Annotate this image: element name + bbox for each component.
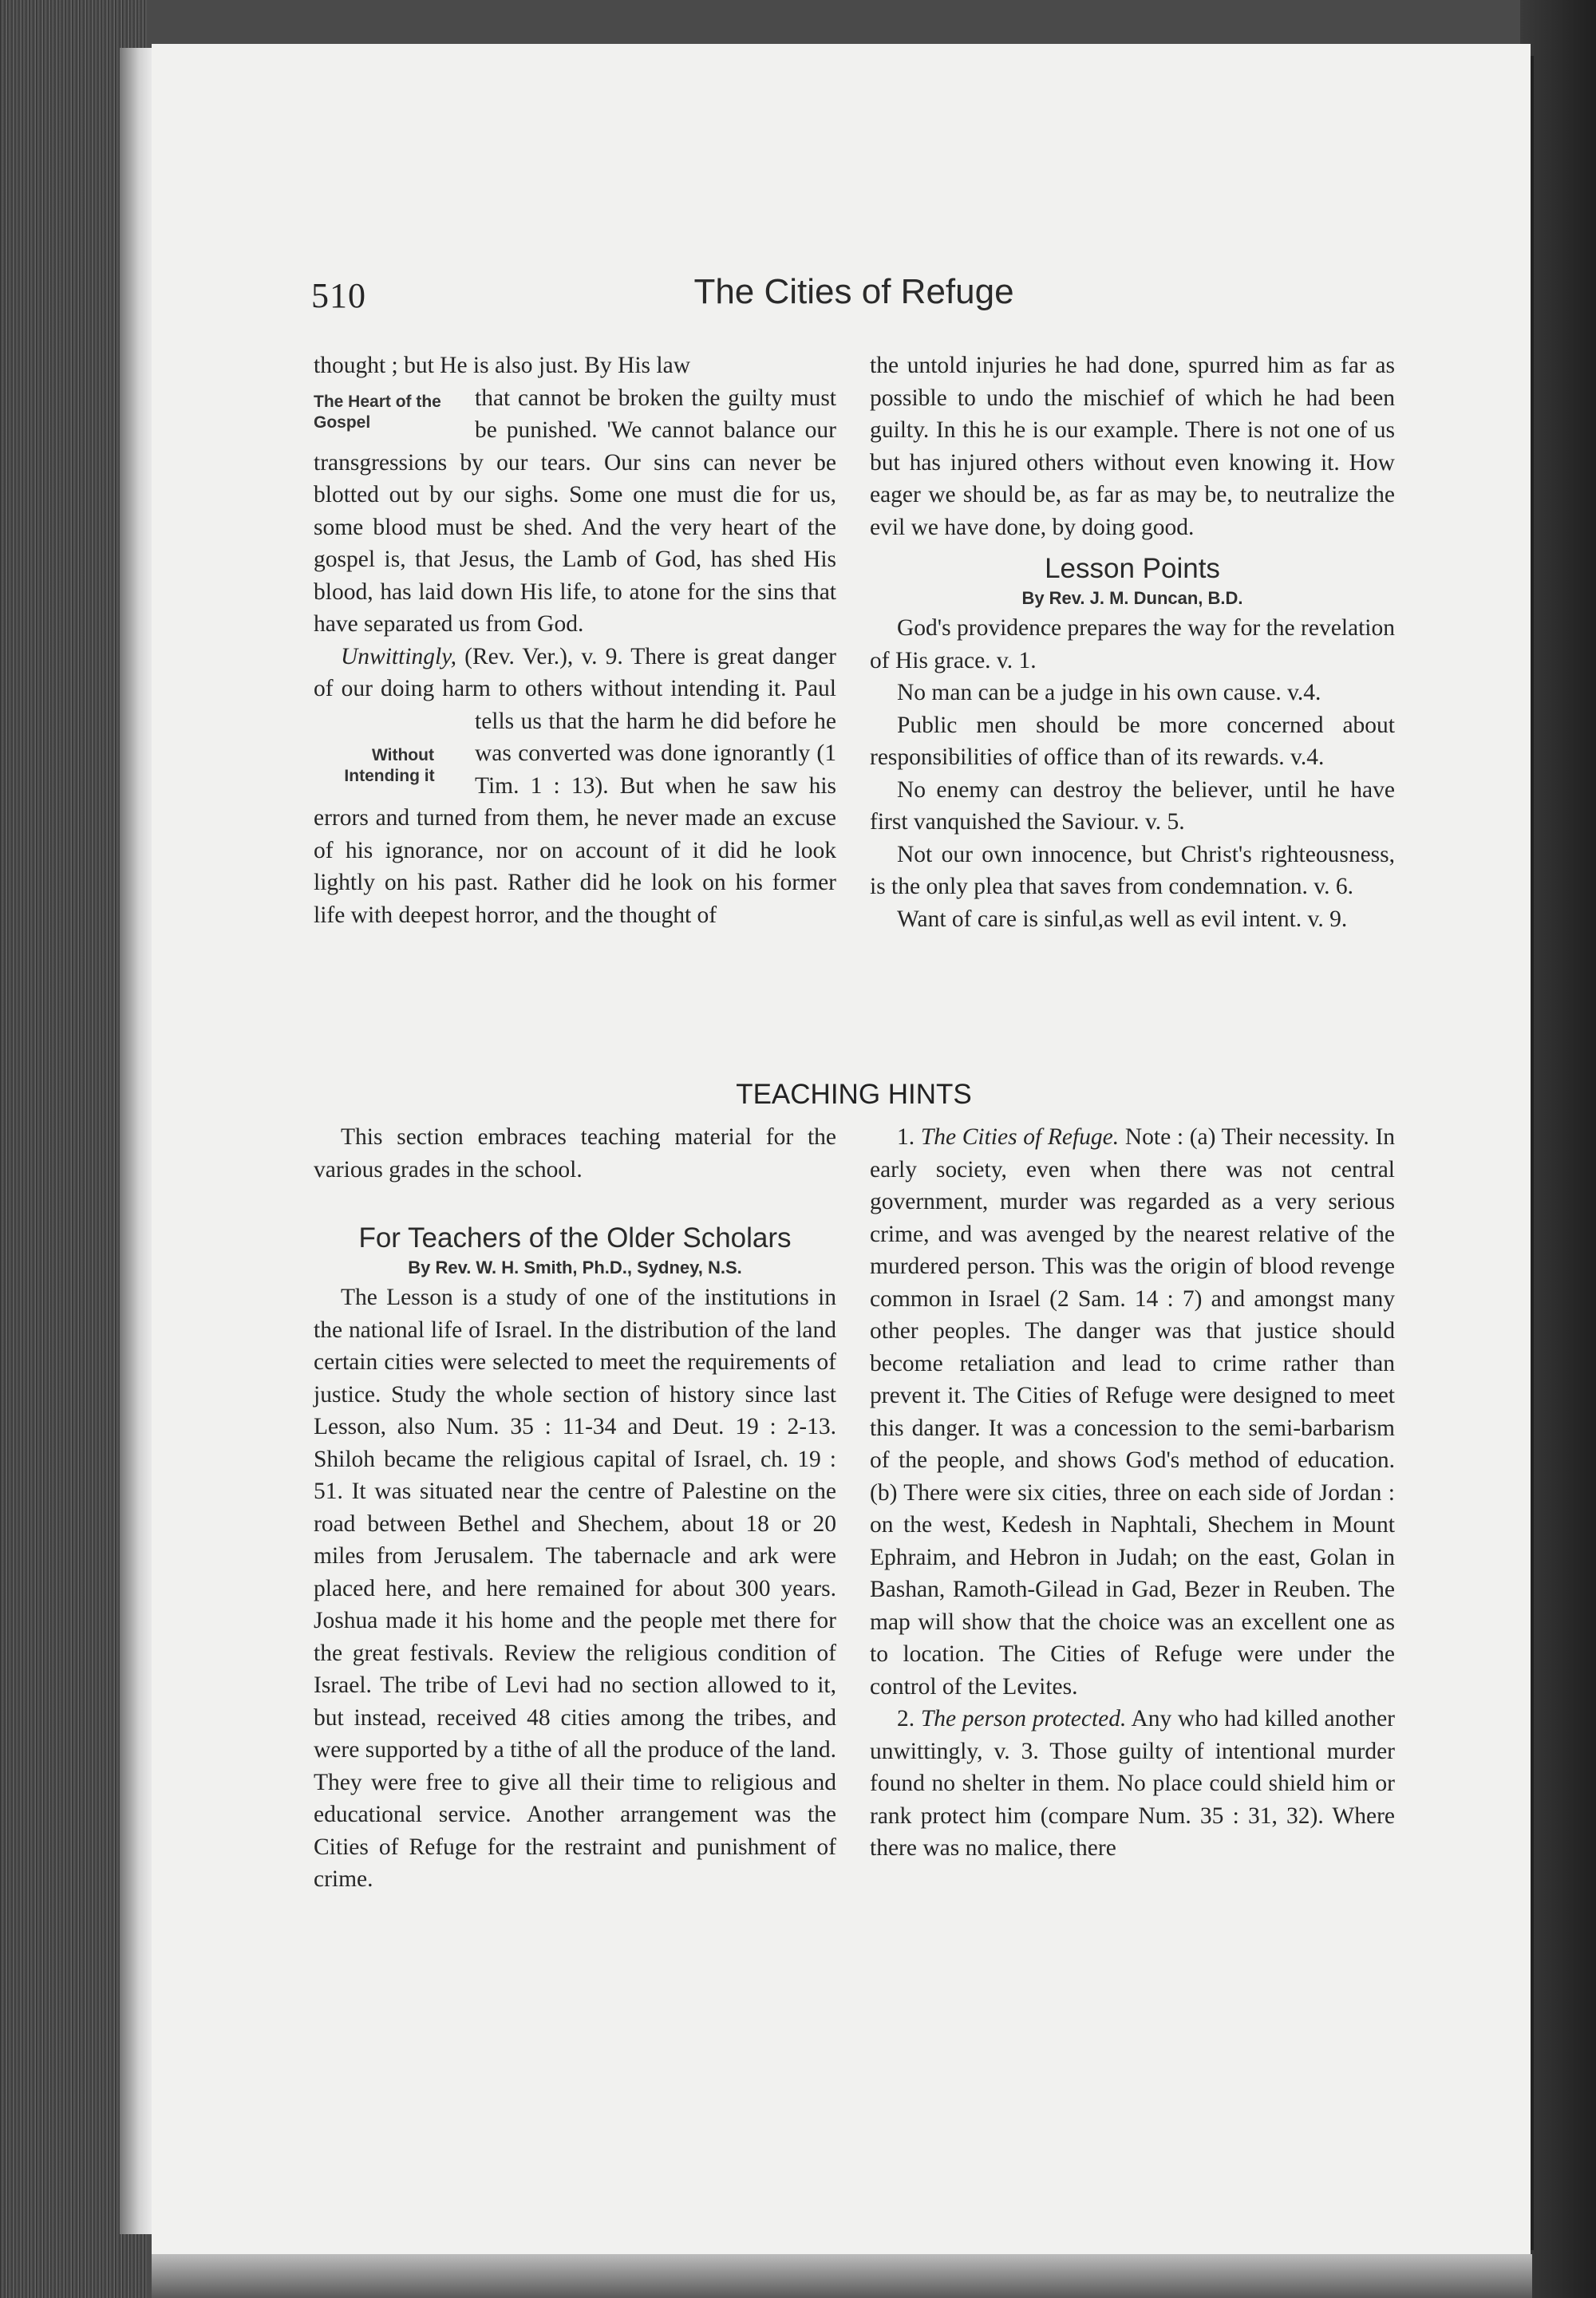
older-scholars-heading: For Teachers of the Older Scholars xyxy=(358,1222,792,1254)
teaching-hints-intro: This section embraces teaching material for the various grades in the school. xyxy=(314,1124,836,1183)
paragraph-unwittingly xyxy=(314,641,836,932)
margin-note-without-intending: Without Intending it xyxy=(344,745,435,785)
lesson-points-heading: Lesson Points xyxy=(1045,553,1220,584)
lesson-points-byline: By Rev. J. M. Duncan, B.D. xyxy=(1021,588,1243,608)
hint-person-protected xyxy=(870,1703,1395,1865)
hint-cities-of-refuge xyxy=(870,1121,1395,1703)
teaching-hints-heading: TEACHING HINTS xyxy=(736,1079,972,1110)
hint-number: 1. xyxy=(897,1124,921,1150)
paragraph-text: harm he did before he was converted was done ignorantly (1 Tim. 1 : 13). But when he saw his errors and turned from them, he never made an excuse of his ignorance, nor on account of it did he look lightly on his past. Rather did he look on his former life with deepest horror, and the thought of xyxy=(314,708,836,928)
paragraph-text: Note : (a) Their necessity. In early society, even when there was not central government, murder was regarded as a very serious crime, and was avenged by the nearest relative of the murdered person. This was the origin of blood revenge common in Israel (2 Sam. 14 : 7) and amongst many other peoples. The danger was that justice should become retaliation and lead to crime rather than prevent it. The Cities of Refuge were designed to meet this danger. It was a concession to the semi-barbarism of the people, and shows God's method of education. (b) There were six cities, three on each side of Jordan : on the west, Kedesh in Naphtali, Shechem in Mount Ephraim, and Hebron in Judah; on the east, Golan in Bashan, Ramoth-Gilead in Gad, Bezer in Reuben. The map will show that the choice was an excellent one as to location. The Cities of Refuge were under the control of the Levites. xyxy=(870,1124,1396,1700)
page-number: 510 xyxy=(311,276,366,315)
italic-term: The Cities of Refuge. xyxy=(920,1124,1120,1150)
right-column-top xyxy=(870,349,1395,935)
hint-number: 2. xyxy=(897,1706,921,1731)
page-bottom-shadow xyxy=(152,2254,1532,2298)
paragraph-text: that cannot be broken the guilty must be punished. 'We cannot balance our transgressions by our tears. Our sins can never be blotted out by our sighs. Some one must die for us, some blood must be shed. And the very heart of the gospel is, that Jesus, the Lamb of God, has shed His blood, has laid down His life, to atone for the sins that have separated us from God. xyxy=(314,385,836,637)
lesson-point: Public men should be more concerned about responsibilities of office than of its rewards. v.4. xyxy=(870,712,1395,770)
page-right-edge xyxy=(1531,56,1534,2250)
older-scholars-byline: By Rev. W. H. Smith, Ph.D., Sydney, N.S. xyxy=(408,1258,742,1277)
paragraph-text: Any who had killed another unwittingly, v. 3. Those guilty of intentional murder found no shelter in them. No place could shield him or rank protect him (compare Num. 35 : 31, 32). Where there was no malice, there xyxy=(870,1706,1395,1861)
lesson-point: No enemy can destroy the believer, until he have first vanquished the Saviour. v. 5. xyxy=(870,776,1395,835)
lesson-point: Want of care is sinful,as well as evil intent. v. 9. xyxy=(897,906,1348,932)
lesson-point: No man can be a judge in his own cause. v.4. xyxy=(897,680,1321,705)
book-binding xyxy=(120,48,152,2234)
lesson-point: Not our own innocence, but Christ's righteousness, is the only plea that saves from condemnation. v. 6. xyxy=(870,841,1395,899)
lesson-point: God's providence prepares the way for the revelation of His grace. v. 1. xyxy=(870,615,1395,673)
older-scholars-body: The Lesson is a study of one of the institutions in the national life of Israel. In the distribution of the land certain cities were selected to meet the requirements of justice. Study the whole section of history since last Lesson, also Num. 35 : 11-34 and Deut. 19 : 2-13. Shiloh became the religious capital of Israel, ch. 19 : 51. It was situated near the centre of Palestine on the road between Bethel and Shechem, about 18 or 20 miles from Jerusalem. The tabernacle and ark were placed here, and here remained for about 300 years. Joshua made it his home and the people met there for the great festivals. Review the religious condition of Israel. The tribe of Levi had no section allowed to it, but instead, received 48 cities among the tribes, and were supported by a tithe of all the produce of the land. They were free to give all their time to religious and educational service. Another arrangement was the Cities of Refuge for the restraint and punishment of crime. xyxy=(314,1285,836,1892)
running-title: The Cities of Refuge xyxy=(693,272,1014,311)
paragraph-text: (Rev. Ver.), v. 9. There is great danger of our doing harm to others without intending it. Paul tells us that the xyxy=(314,643,836,734)
left-column-bottom xyxy=(314,1121,836,1896)
left-column-top xyxy=(314,349,836,931)
page-header xyxy=(311,272,1396,331)
italic-term: Unwittingly, xyxy=(341,643,457,669)
right-column-bottom xyxy=(870,1121,1395,1865)
paragraph-text: thought ; but He is also just. By His law xyxy=(314,353,690,378)
italic-term: The person protected. xyxy=(920,1706,1127,1731)
paragraph-heart-of-gospel xyxy=(314,349,836,641)
margin-note-heart-of-gospel: The Heart of the Gospel xyxy=(314,392,441,432)
paragraph-continued: the untold injuries he had done, spurred him as far as possible to undo the mischief of which he had been guilty. In this he is our example. There is not one of us but has injured others without even knowing it. How eager we should be, as far as may be, to neutralize the evil we have done, by doing good. xyxy=(870,353,1395,540)
